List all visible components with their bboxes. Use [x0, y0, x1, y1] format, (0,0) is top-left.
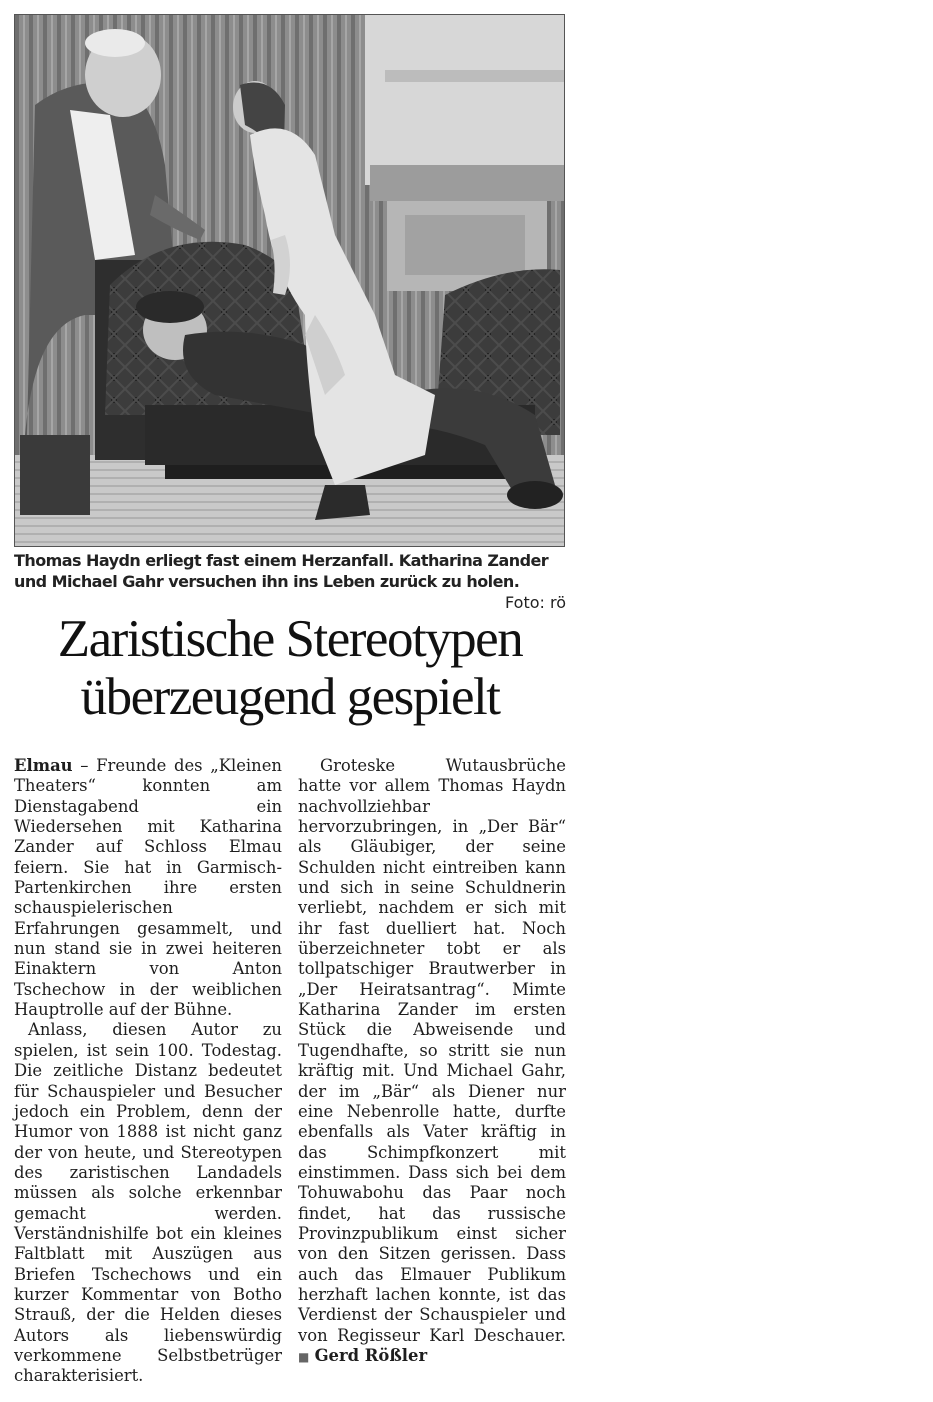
paragraph-text: Groteske Wutausbrüche hatte vor allem Thomas Haydn nachvollziehbar hervorzubringen, in „Der Bär“ als Gläubiger, der seine Schulden nicht eintreiben kann und sich in seine Schuldnerin verliebt, nachdem er sich mit ihr fast duelliert hat. Noch überzeichneter tobt er als tollpatschiger Brautwerber in „Der Heiratsantrag“. Mimte Katharina Zander im ersten Stück die Abweisende und Tugendhafte, so stritt sie nun kräftig mit. Und Michael Gahr, der im „Bär“ als Diener nur eine Nebenrolle hatte, durfte ebenfalls als Vater kräftig in das Schimpfkonzert mit einstimmen. Dass sich bei dem Tohuwabohu das Paar noch findet, hat das russische Provinzpublikum einst sicher von den Sitzen gerissen. Dass auch das Elmauer Publikum herzhaft lachen konnte, ist das Verdienst der Schauspieler und von Regisseur Karl Deschauer. [298, 756, 566, 1345]
article-column-left [14, 756, 282, 1387]
article-paragraph: Anlass, diesen Autor zu spielen, ist sein 100. Todestag. Die zeitliche Distanz bedeutet für Schauspieler und Besucher jedoch ein Problem, denn der Humor von 1888 ist nicht ganz der von heute, und Stereotypen des zaristischen Landadels müssen als solche erkennbar gemacht werden. Verständnishilfe bot ein kleines Faltblatt mit Auszügen aus Briefen Tschechows und ein kurzer Kommentar von Botho Strauß, der die Helden dieses Autors als liebenswürdig verkommene Selbstbetrüger charakterisiert. [14, 1020, 282, 1386]
headline [14, 610, 566, 726]
stage-photo-image [15, 15, 564, 546]
article-paragraph [298, 756, 566, 1367]
caption-text: Thomas Haydn erliegt fast einem Herzanfall. Katharina Zander und Michael Gahr versuchen ihn ins Leben zurück zu holen. [14, 551, 549, 591]
headline-line-2: überzeugend gespielt [80, 668, 500, 726]
article-paragraph [14, 756, 282, 1020]
paragraph-text: – Freunde des „Kleinen Theaters“ konnten am Dienstagabend ein Wiedersehen mit Katharina Zander auf Schloss Elmau feiern. Sie hat in Garmisch-Partenkirchen ihre ersten schauspielerischen Erfahrungen gesammelt, und nun stand sie in zwei heiteren Einaktern von Anton Tschechow in der weiblichen Hauptrolle auf der Bühne. [14, 756, 282, 1020]
headline-line-1: Zaristische Stereotypen [57, 610, 523, 668]
author-name: Gerd Rößler [314, 1345, 428, 1365]
separator-square-icon: ■ [298, 1349, 310, 1364]
photo-caption [14, 550, 566, 613]
dateline-place: Elmau [14, 756, 73, 775]
stage-photo [14, 14, 565, 547]
article-column-right [298, 756, 566, 1367]
photo-credit: Foto: rö [505, 593, 566, 612]
